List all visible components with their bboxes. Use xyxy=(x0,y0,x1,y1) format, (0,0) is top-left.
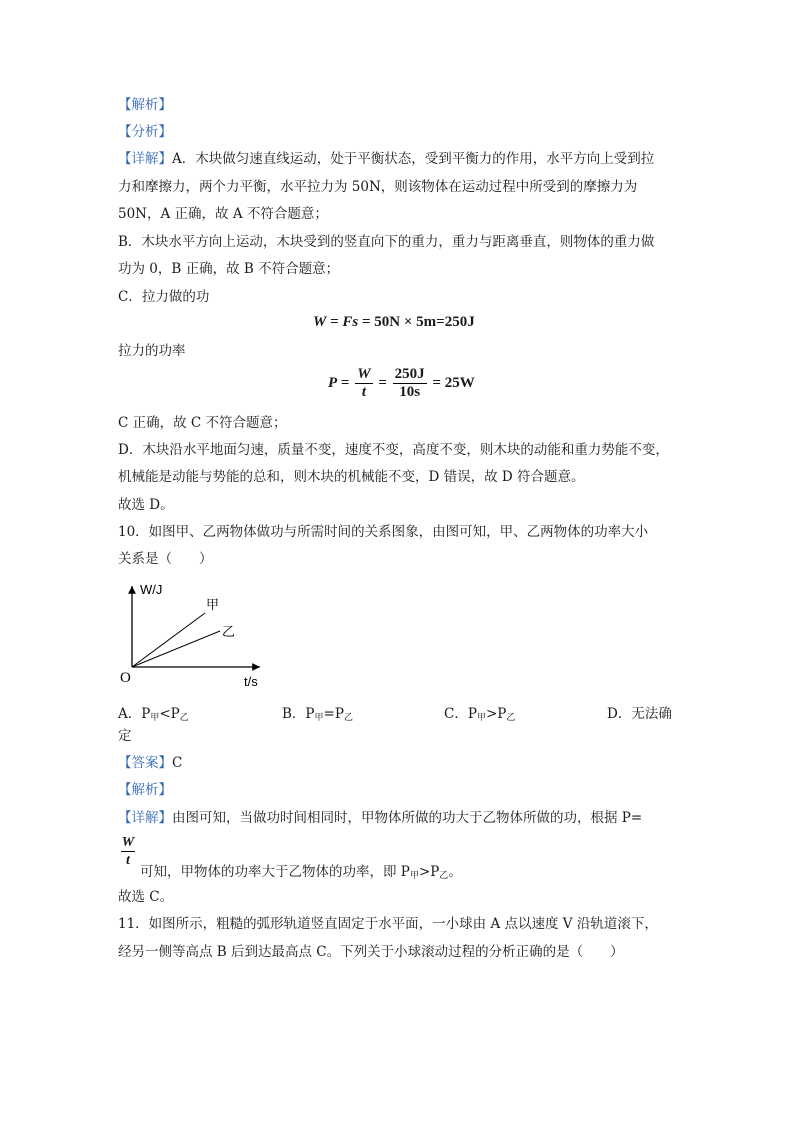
eq-sign: = xyxy=(337,374,354,391)
q10-stem-line2: 关系是（ ） xyxy=(118,551,213,567)
opt-text: =P xyxy=(323,706,344,722)
q9-d-line2: 机械能是动能与势能的总和，则木块的机械能不变，D 错误，故 D 符合题意。 xyxy=(118,469,585,485)
label-yi: 乙 xyxy=(222,625,236,640)
q9-a-line1: A．木块做匀速直线运动，处于平衡状态，受到平衡力的作用，水平方向上受到拉 xyxy=(172,151,655,167)
equation-work xyxy=(313,314,475,331)
q9-detail-a1 xyxy=(118,150,654,168)
opt-text: B．P xyxy=(282,706,315,722)
q9-c-line2: 拉力的功率 xyxy=(118,343,186,359)
opt-text: C．P xyxy=(444,706,477,722)
eq-sign: = xyxy=(374,374,391,391)
q10-answer xyxy=(118,754,182,772)
eq-w: W xyxy=(313,314,327,330)
detail-sub: 甲 xyxy=(409,871,419,881)
q10-analysis-tag: 【解析】 xyxy=(118,782,172,798)
option-b xyxy=(282,702,353,722)
fraction-values xyxy=(393,366,427,401)
answer-value: C xyxy=(172,755,183,771)
q9-d-line1: D．木块沿水平地面匀速，质量不变，速度不变，高度不变，则木块的动能和重力势能不变， xyxy=(118,442,669,458)
frac-numerator: W xyxy=(357,366,371,382)
q10-detail-line1 xyxy=(118,809,642,827)
opt-sub: 乙 xyxy=(343,713,353,723)
opt-sub: 乙 xyxy=(506,713,516,723)
detail-text: 由图可知，当做功时间相同时，甲物体所做的功大于乙物体所做的功，根据 P= xyxy=(172,810,643,826)
opt-text: A．P xyxy=(118,706,151,722)
opt-text: <P xyxy=(159,706,180,722)
opt-sub: 甲 xyxy=(150,713,160,723)
eq-sign: = xyxy=(326,314,343,330)
label-jia: 甲 xyxy=(206,598,220,613)
option-d-cont: 定 xyxy=(118,728,132,744)
q9-c-line3: C 正确，故 C 不符合题意； xyxy=(118,415,287,431)
detail-text: 。 xyxy=(448,864,462,880)
option-c xyxy=(444,702,515,722)
frac-numerator: 250J xyxy=(394,366,425,382)
inline-fraction-w-t xyxy=(121,835,135,870)
opt-sub: 甲 xyxy=(476,713,486,723)
option-d: D．无法确 xyxy=(607,706,672,722)
fraction-w-t xyxy=(355,366,372,401)
q10-stem-line1: 10．如图甲、乙两物体做功与所需时间的关系图象，由图可知，甲、乙两物体的功率大小 xyxy=(118,524,649,540)
x-axis-label: t/s xyxy=(244,674,258,689)
detail-text: 可知，甲物体的功率大于乙物体的功率，即 P xyxy=(140,864,410,880)
opt-sub: 乙 xyxy=(179,713,189,723)
option-a xyxy=(118,702,189,722)
q9-a-line2: 力和摩擦力，两个力平衡，水平拉力为 50N，则该物体在运动过程中所受到的摩擦力为 xyxy=(118,179,638,195)
opt-sub: 甲 xyxy=(314,713,324,723)
frac-numerator: W xyxy=(121,835,135,850)
q9-a-line3: 50N，A 正确，故 A 不符合题意； xyxy=(118,206,328,222)
frac-denominator: t xyxy=(361,384,366,400)
answer-tag: 【答案】 xyxy=(118,755,172,771)
frac-denominator: t xyxy=(126,853,130,868)
detail-text: >P xyxy=(418,864,440,880)
line-jia xyxy=(132,613,205,667)
detail-tag: 【详解】 xyxy=(118,810,172,826)
work-time-graph xyxy=(112,578,272,690)
y-axis-label: W/J xyxy=(140,582,163,597)
opt-text: >P xyxy=(485,706,507,722)
frac-denominator: 10s xyxy=(399,384,421,400)
q9-b-line1: B．木块水平方向上运动，木块受到的竖直向下的重力，重力与距离垂直，则物体的重力做 xyxy=(118,234,655,250)
analysis-sub-tag: 【分析】 xyxy=(118,124,172,140)
q11-stem-line1: 11．如图所示，粗糙的弧形轨道竖直固定于水平面，一小球由 A 点以速度 V 沿轨道滚下， xyxy=(118,916,658,932)
detail-tag: 【详解】 xyxy=(118,151,172,167)
q9-b-line2: 功为 0，B 正确，故 B 不符合题意； xyxy=(118,261,340,277)
analysis-tag: 【解析】 xyxy=(118,97,172,113)
eq-p: P xyxy=(328,374,338,391)
q9-c-line1: C．拉力做的功 xyxy=(118,289,210,305)
q9-choice: 故选 D。 xyxy=(118,497,174,513)
line-yi xyxy=(132,631,220,667)
detail-sub: 乙 xyxy=(439,871,449,881)
eq-fs: Fs xyxy=(342,314,359,330)
eq-work-value: = 50N × 5m=250J xyxy=(358,314,475,330)
origin-label: O xyxy=(120,670,131,686)
eq-power-value: = 25W xyxy=(428,374,475,391)
q10-choice: 故选 C。 xyxy=(118,889,174,905)
q11-stem-line2: 经另一侧等高点 B 后到达最高点 C。下列关于小球滚动过程的分析正确的是（ ） xyxy=(118,944,624,960)
q10-detail-line2 xyxy=(140,863,462,883)
equation-power xyxy=(328,366,475,401)
